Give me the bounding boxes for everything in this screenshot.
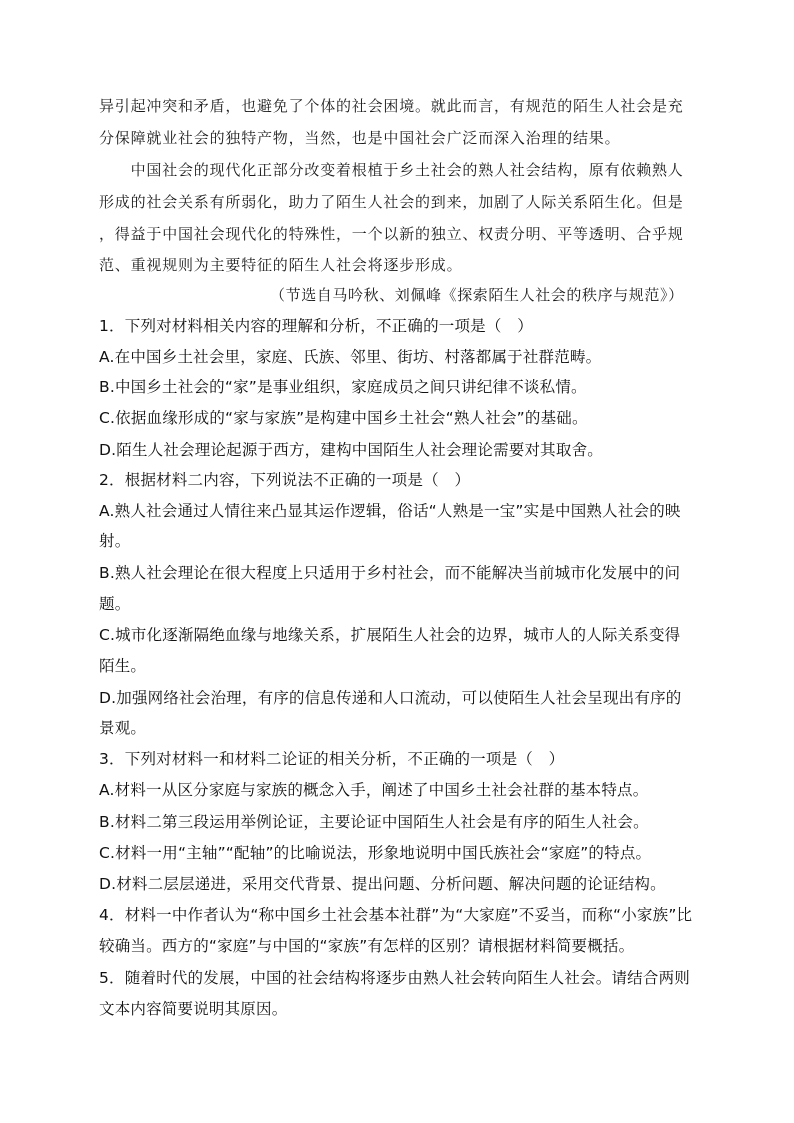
question-4-stem: 4．材料一中作者认为“称中国乡土社会基本社群”为“大家庭”不妥当，而称“小家族”比 <box>99 906 693 924</box>
question-2-option-d: D.加强网络社会治理，有序的信息传递和人口流动，可以使陌生人社会呈现出有序的 <box>99 689 682 707</box>
question-5-stem-cont: 文本内容简要说明其原因。 <box>99 1000 288 1018</box>
passage-line: 中国社会的现代化正部分改变着根植于乡土社会的熟人社会结构，原有依赖熟人 <box>99 161 684 179</box>
question-2-stem: 2．根据材料二内容，下列说法不正确的一项是（ ） <box>99 471 471 489</box>
question-1-option-b: B.中国乡土社会的“家”是事业组织，家庭成员之间只讲纪律不谈私情。 <box>99 378 587 396</box>
question-2-option-d-cont: 景观。 <box>99 719 147 737</box>
question-1-stem: 1．下列对材料相关内容的理解和分析，不正确的一项是（ ） <box>99 317 533 335</box>
passage-line: 分保障就业社会的独特产物，当然，也是中国社会广泛而深入治理的结果。 <box>99 129 621 147</box>
question-3-option-a: A.材料一从区分家庭与家族的概念入手，阐述了中国乡土社会社群的基本特点。 <box>99 781 649 799</box>
question-2-option-c: C.城市化逐渐隔绝血缘与地缘关系，扩展陌生人社会的边界，城市人的人际关系变得 <box>99 626 681 644</box>
passage-line: 范、重视规则为主要特征的陌生人社会将逐步形成。 <box>99 256 463 274</box>
question-2-option-a: A.熟人社会通过人情往来凸显其运作逻辑，俗话“人熟是一宝”实是中国熟人社会的映 <box>99 502 681 520</box>
question-3-option-b: B.材料二第三段运用举例论证，主要论证中国陌生人社会是有序的陌生人社会。 <box>99 813 649 831</box>
question-3-stem: 3．下列对材料一和材料二论证的相关分析，不正确的一项是（ ） <box>99 750 565 768</box>
source-attribution: （节选自马吟秋、刘佩峰《探索陌生人社会的秩序与规范》） <box>270 286 684 304</box>
passage-line: ，得益于中国社会现代化的特殊性，一个以新的独立、权责分明、平等透明、合乎规 <box>99 225 684 243</box>
question-3-option-d: D.材料二层层递进，采用交代背景、提出问题、分析问题、解决问题的论证结构。 <box>99 875 666 893</box>
question-2-option-a-cont: 射。 <box>99 532 131 550</box>
question-2-option-c-cont: 陌生。 <box>99 657 147 675</box>
question-1-option-a: A.在中国乡土社会里，家庭、氏族、邻里、街坊、村落都属于社群范畴。 <box>99 348 602 366</box>
question-1-option-d: D.陌生人社会理论起源于西方，建构中国陌生人社会理论需要对其取舍。 <box>99 441 603 459</box>
question-5-stem: 5．随着时代的发展，中国的社会结构将逐步由熟人社会转向陌生人社会。请结合两则 <box>99 969 690 987</box>
passage-line: 异引起冲突和矛盾，也避免了个体的社会困境。就此而言，有规范的陌生人社会是充 <box>99 97 684 115</box>
question-2-option-b-cont: 题。 <box>99 595 131 613</box>
question-4-stem-cont: 较确当。西方的“家庭”与中国的“家族”有怎样的区别？请根据材料简要概括。 <box>99 937 635 955</box>
question-2-option-b: B.熟人社会理论在很大程度上只适用于乡村社会，而不能解决当前城市化发展中的问 <box>99 564 681 582</box>
passage-line: 形成的社会关系有所弱化，助力了陌生人社会的到来，加剧了人际关系陌生化。但是 <box>99 193 684 211</box>
question-3-option-c: C.材料一用“主轴”“配轴”的比喻说法，形象地说明中国氏族社会“家庭”的特点。 <box>99 844 652 862</box>
question-1-option-c: C.依据血缘形成的“家与家族”是构建中国乡土社会“熟人社会”的基础。 <box>99 409 588 427</box>
